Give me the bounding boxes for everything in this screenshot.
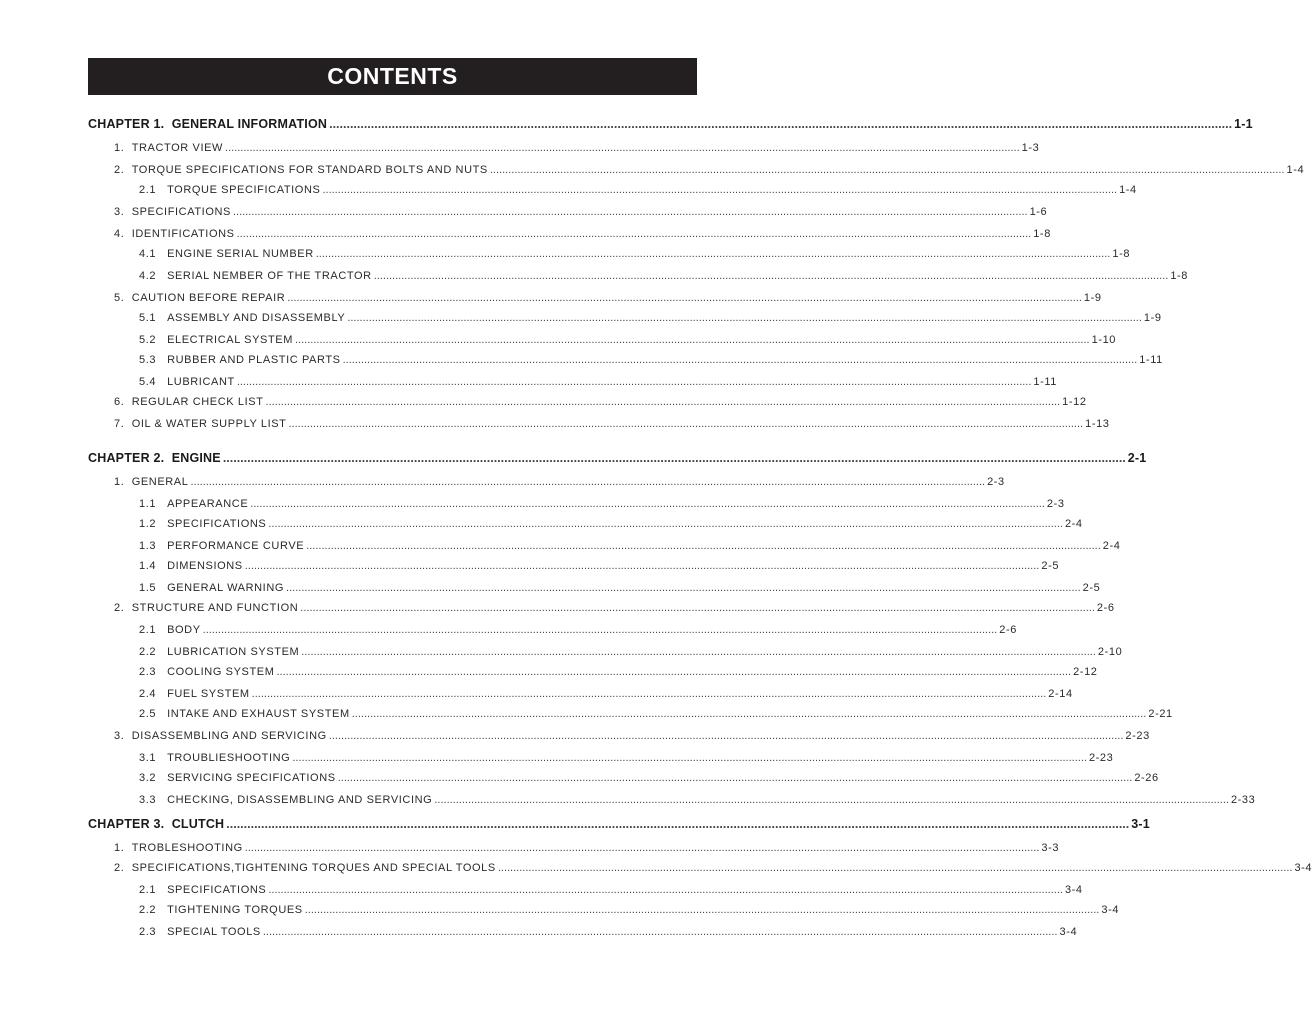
toc-number: 4.2 bbox=[139, 270, 157, 282]
toc-page-number: 2-10 bbox=[1097, 646, 1123, 658]
toc-number: 2.5 bbox=[139, 708, 157, 720]
toc-number: 5.2 bbox=[139, 334, 157, 346]
toc-number: 2.1 bbox=[139, 884, 157, 896]
toc-chapter-heading[interactable] bbox=[88, 116, 1253, 132]
toc-number: 2. bbox=[114, 862, 125, 874]
toc-item[interactable] bbox=[114, 140, 1040, 156]
toc-subitem[interactable] bbox=[139, 558, 1060, 574]
dot-leader: .................................................................................................................................................................................................................................................................... bbox=[268, 884, 1063, 896]
toc-page-number: 2-21 bbox=[1148, 708, 1173, 720]
toc-chapter-heading[interactable] bbox=[88, 450, 1147, 466]
toc-number: 2. bbox=[114, 164, 125, 176]
toc-item[interactable] bbox=[114, 840, 1060, 856]
toc-page-number: 2-14 bbox=[1048, 688, 1073, 700]
dot-leader: .................................................................................................................................................................................................................................................................... bbox=[300, 602, 1095, 614]
toc-subitem[interactable] bbox=[139, 770, 1159, 786]
toc-label: SERVICING SPECIFICATIONS bbox=[167, 772, 336, 784]
toc-label: TIGHTENING TORQUES bbox=[167, 904, 303, 916]
toc-label: ENGINE SERIAL NUMBER bbox=[167, 248, 314, 260]
toc-page-number: 1-13 bbox=[1085, 418, 1110, 430]
toc-subitem[interactable] bbox=[139, 352, 1163, 368]
toc-number: 1.2 bbox=[139, 518, 157, 530]
toc-number: 1.1 bbox=[139, 498, 157, 510]
dot-leader: .................................................................................................................................................................................................................................................................... bbox=[347, 312, 1142, 324]
toc-label: GENERAL WARNING bbox=[167, 582, 285, 594]
dot-leader: .................................................................................................................................................................................................................................................................... bbox=[322, 184, 1118, 196]
dot-leader: .................................................................................................................................................................................................................................................................... bbox=[288, 418, 1084, 430]
dot-leader: .................................................................................................................................................................................................................................................................... bbox=[286, 582, 1081, 594]
toc-number: 1. bbox=[114, 842, 125, 854]
toc-subitem[interactable] bbox=[139, 644, 1123, 660]
dot-leader: .................................................................................................................................................................................................................................................................... bbox=[329, 117, 1233, 131]
toc-page-number: 2-26 bbox=[1134, 772, 1159, 784]
dot-leader: .................................................................................................................................................................................................................................................................... bbox=[250, 498, 1045, 510]
dot-leader: .................................................................................................................................................................................................................................................................... bbox=[244, 842, 1040, 854]
toc-subitem[interactable] bbox=[139, 750, 1114, 766]
toc-page-number: 2-1 bbox=[1127, 451, 1147, 465]
toc-page-number: 1-8 bbox=[1112, 248, 1131, 260]
toc-subitem[interactable] bbox=[139, 580, 1101, 596]
dot-leader: .................................................................................................................................................................................................................................................................... bbox=[292, 752, 1087, 764]
toc-label: PERFORMANCE CURVE bbox=[167, 540, 305, 552]
toc-label: SPECIFICATIONS,TIGHTENING TORQUES AND SPECIAL TOOLS bbox=[131, 862, 496, 874]
toc-label: BODY bbox=[167, 624, 201, 636]
toc-page-number: 1-4 bbox=[1286, 164, 1305, 176]
toc-number: 7. bbox=[114, 418, 125, 430]
toc-item[interactable] bbox=[114, 226, 1051, 242]
dot-leader: .................................................................................................................................................................................................................................................................... bbox=[276, 666, 1072, 678]
toc-page-number: 1-8 bbox=[1033, 228, 1051, 240]
toc-label: APPEARANCE bbox=[167, 498, 249, 510]
toc-page-number: 1-11 bbox=[1033, 376, 1058, 388]
dot-leader: .................................................................................................................................................................................................................................................................... bbox=[236, 376, 1032, 388]
dot-leader: .................................................................................................................................................................................................................................................................... bbox=[251, 688, 1047, 700]
dot-leader: .................................................................................................................................................................................................................................................................... bbox=[295, 334, 1090, 346]
toc-subitem[interactable] bbox=[139, 496, 1065, 512]
toc-number: 1.4 bbox=[139, 560, 157, 572]
toc-number: 3. bbox=[114, 730, 125, 742]
toc-subitem[interactable] bbox=[139, 924, 1078, 940]
dot-leader: .................................................................................................................................................................................................................................................................... bbox=[434, 794, 1229, 806]
toc-label: TROUBLIESHOOTING bbox=[167, 752, 291, 764]
toc-item[interactable] bbox=[114, 162, 1305, 178]
toc-number: 3.3 bbox=[139, 794, 157, 806]
toc-page-number: 1-9 bbox=[1143, 312, 1162, 324]
toc-number: 4. bbox=[114, 228, 125, 240]
toc-label: TORQUE SPECIFICATIONS FOR STANDARD BOLTS AND NUTS bbox=[131, 164, 488, 176]
toc-page-number: 3-4 bbox=[1294, 862, 1312, 874]
dot-leader: .................................................................................................................................................................................................................................................................... bbox=[342, 354, 1138, 366]
toc-label: FUEL SYSTEM bbox=[167, 688, 250, 700]
toc-number: 2.2 bbox=[139, 904, 157, 916]
toc-page-number: 3-4 bbox=[1101, 904, 1120, 916]
dot-leader: .................................................................................................................................................................................................................................................................... bbox=[190, 476, 986, 488]
toc-number: 5. bbox=[114, 292, 125, 304]
toc-number: 1. bbox=[114, 476, 125, 488]
toc-label: RUBBER AND PLASTIC PARTS bbox=[167, 354, 341, 366]
dot-leader: .................................................................................................................................................................................................................................................................... bbox=[268, 518, 1063, 530]
toc-page-number: 2-5 bbox=[1082, 582, 1101, 594]
toc-label: TORQUE SPECIFICATIONS bbox=[167, 184, 321, 196]
toc-label: ELECTRICAL SYSTEM bbox=[167, 334, 293, 346]
page-title: CONTENTS bbox=[327, 63, 458, 89]
toc-label: GENERAL bbox=[131, 476, 189, 488]
dot-leader: .................................................................................................................................................................................................................................................................... bbox=[337, 772, 1133, 784]
toc-number: 2.1 bbox=[139, 624, 157, 636]
toc-item[interactable] bbox=[114, 290, 1102, 306]
toc-page-number: 2-4 bbox=[1102, 540, 1121, 552]
toc-number: 5.3 bbox=[139, 354, 157, 366]
toc-subitem[interactable] bbox=[139, 622, 1017, 638]
toc-number: 3.2 bbox=[139, 772, 157, 784]
dot-leader: .................................................................................................................................................................................................................................................................... bbox=[222, 451, 1126, 465]
dot-leader: .................................................................................................................................................................................................................................................................... bbox=[202, 624, 998, 636]
toc-number: 2. bbox=[114, 602, 125, 614]
toc-subitem[interactable] bbox=[139, 538, 1121, 554]
toc-number: 2.2 bbox=[139, 646, 157, 658]
toc-item[interactable] bbox=[114, 600, 1115, 616]
toc-subitem[interactable] bbox=[139, 310, 1162, 326]
toc-label: DIMENSIONS bbox=[167, 560, 243, 572]
toc-item[interactable] bbox=[114, 474, 1005, 490]
dot-leader: .................................................................................................................................................................................................................................................................... bbox=[328, 730, 1124, 742]
toc-number: 1.3 bbox=[139, 540, 157, 552]
toc-number: 2.1 bbox=[139, 184, 157, 196]
toc-page-number: 1-10 bbox=[1091, 334, 1117, 346]
toc-page-number: 2-4 bbox=[1064, 518, 1083, 530]
toc-number: CHAPTER 2. bbox=[88, 451, 165, 465]
toc-label: SPECIAL TOOLS bbox=[167, 926, 261, 938]
toc-subitem[interactable] bbox=[139, 182, 1137, 198]
dot-leader: .................................................................................................................................................................................................................................................................... bbox=[304, 904, 1100, 916]
toc-label: LUBRICANT bbox=[167, 376, 235, 388]
toc-label: SERIAL NEMBER OF THE TRACTOR bbox=[167, 270, 372, 282]
dot-leader: .................................................................................................................................................................................................................................................................... bbox=[244, 560, 1040, 572]
toc-page-number: 2-12 bbox=[1073, 666, 1098, 678]
toc-number: 3.1 bbox=[139, 752, 157, 764]
toc-page-number: 1-3 bbox=[1021, 142, 1040, 154]
toc-subitem[interactable] bbox=[139, 268, 1189, 284]
toc-subitem[interactable] bbox=[139, 374, 1058, 390]
toc-page-number: 3-4 bbox=[1059, 926, 1078, 938]
toc-label: REGULAR CHECK LIST bbox=[131, 396, 264, 408]
toc-label: SPECIFICATIONS bbox=[167, 884, 267, 896]
toc-subitem[interactable] bbox=[139, 706, 1173, 722]
toc-label: ASSEMBLY AND DISASSEMBLY bbox=[167, 312, 346, 324]
toc-number: 1. bbox=[114, 142, 125, 154]
toc-page-number: 2-23 bbox=[1125, 730, 1150, 742]
toc-label: CAUTION BEFORE REPAIR bbox=[131, 292, 286, 304]
toc-item[interactable] bbox=[114, 860, 1312, 876]
toc-item[interactable] bbox=[114, 416, 1110, 432]
toc-number: 2.4 bbox=[139, 688, 157, 700]
toc-item[interactable] bbox=[114, 394, 1087, 410]
dot-leader: .................................................................................................................................................................................................................................................................... bbox=[226, 817, 1130, 831]
dot-leader: .................................................................................................................................................................................................................................................................... bbox=[315, 248, 1111, 260]
dot-leader: .................................................................................................................................................................................................................................................................... bbox=[373, 270, 1169, 282]
toc-page-number: 2-3 bbox=[1046, 498, 1065, 510]
dot-leader: .................................................................................................................................................................................................................................................................... bbox=[489, 164, 1285, 176]
toc-subitem[interactable] bbox=[139, 664, 1098, 680]
toc-number: CHAPTER 3. bbox=[88, 817, 165, 831]
dot-leader: .................................................................................................................................................................................................................................................................... bbox=[262, 926, 1058, 938]
toc-page-number: 2-3 bbox=[987, 476, 1005, 488]
dot-leader: .................................................................................................................................................................................................................................................................... bbox=[306, 540, 1101, 552]
toc-subitem[interactable] bbox=[139, 882, 1083, 898]
toc-page-number: 3-3 bbox=[1041, 842, 1060, 854]
toc-number: 5.4 bbox=[139, 376, 157, 388]
toc-label: CHECKING, DISASSEMBLING AND SERVICING bbox=[167, 794, 433, 806]
toc-number: 6. bbox=[114, 396, 125, 408]
toc-number: 2.3 bbox=[139, 666, 157, 678]
toc-label: STRUCTURE AND FUNCTION bbox=[131, 602, 299, 614]
toc-page-number: 1-4 bbox=[1119, 184, 1137, 196]
toc-subitem[interactable] bbox=[139, 792, 1256, 808]
toc-number: CHAPTER 1. bbox=[88, 117, 165, 131]
dot-leader: .................................................................................................................................................................................................................................................................... bbox=[232, 206, 1028, 218]
toc-label: CLUTCH bbox=[171, 817, 225, 831]
toc-page-number: 3-1 bbox=[1131, 817, 1150, 831]
toc-page-number: 2-33 bbox=[1230, 794, 1256, 806]
toc-label: GENERAL INFORMATION bbox=[171, 117, 328, 131]
toc-label: SPECIFICATIONS bbox=[131, 206, 231, 218]
toc-label: TROBLESHOOTING bbox=[131, 842, 243, 854]
toc-number: 3. bbox=[114, 206, 125, 218]
toc-page-number: 1-6 bbox=[1029, 206, 1048, 218]
toc-number: 2.3 bbox=[139, 926, 157, 938]
toc-page-number: 1-1 bbox=[1234, 117, 1253, 131]
dot-leader: .................................................................................................................................................................................................................................................................... bbox=[497, 862, 1293, 874]
toc-subitem[interactable] bbox=[139, 332, 1117, 348]
toc-page-number: 1-8 bbox=[1170, 270, 1189, 282]
toc-number: 5.1 bbox=[139, 312, 157, 324]
toc-item[interactable] bbox=[114, 204, 1048, 220]
toc-item[interactable] bbox=[114, 728, 1150, 744]
toc-label: ENGINE bbox=[171, 451, 221, 465]
toc-subitem[interactable] bbox=[139, 516, 1083, 532]
toc-label: IDENTIFICATIONS bbox=[131, 228, 235, 240]
toc-number: 1.5 bbox=[139, 582, 157, 594]
dot-leader: .................................................................................................................................................................................................................................................................... bbox=[351, 708, 1147, 720]
toc-page-number: 1-12 bbox=[1062, 396, 1087, 408]
toc-page-number: 1-9 bbox=[1083, 292, 1102, 304]
toc-page-number: 2-6 bbox=[999, 624, 1017, 636]
dot-leader: .................................................................................................................................................................................................................................................................... bbox=[236, 228, 1032, 240]
toc-page-number: 2-5 bbox=[1041, 560, 1060, 572]
toc-label: SPECIFICATIONS bbox=[167, 518, 267, 530]
toc-subitem[interactable] bbox=[139, 902, 1120, 918]
dot-leader: .................................................................................................................................................................................................................................................................... bbox=[225, 142, 1020, 154]
toc-label: DISASSEMBLING AND SERVICING bbox=[131, 730, 327, 742]
toc-page-number: 2-6 bbox=[1096, 602, 1115, 614]
toc-chapter-heading[interactable] bbox=[88, 816, 1150, 832]
toc-page-number: 1-11 bbox=[1139, 354, 1163, 366]
toc-label: INTAKE AND EXHAUST SYSTEM bbox=[167, 708, 350, 720]
toc-label: TRACTOR VIEW bbox=[131, 142, 224, 154]
dot-leader: .................................................................................................................................................................................................................................................................... bbox=[301, 646, 1096, 658]
toc-label: OIL & WATER SUPPLY LIST bbox=[131, 418, 287, 430]
dot-leader: .................................................................................................................................................................................................................................................................... bbox=[287, 292, 1082, 304]
toc-subitem[interactable] bbox=[139, 686, 1073, 702]
toc-label: LUBRICATION SYSTEM bbox=[167, 646, 300, 658]
toc-page-number: 3-4 bbox=[1064, 884, 1083, 896]
toc-subitem[interactable] bbox=[139, 246, 1131, 262]
toc-label: COOLING SYSTEM bbox=[167, 666, 275, 678]
dot-leader: .................................................................................................................................................................................................................................................................... bbox=[265, 396, 1061, 408]
toc-number: 4.1 bbox=[139, 248, 157, 260]
toc-page-number: 2-23 bbox=[1088, 752, 1114, 764]
